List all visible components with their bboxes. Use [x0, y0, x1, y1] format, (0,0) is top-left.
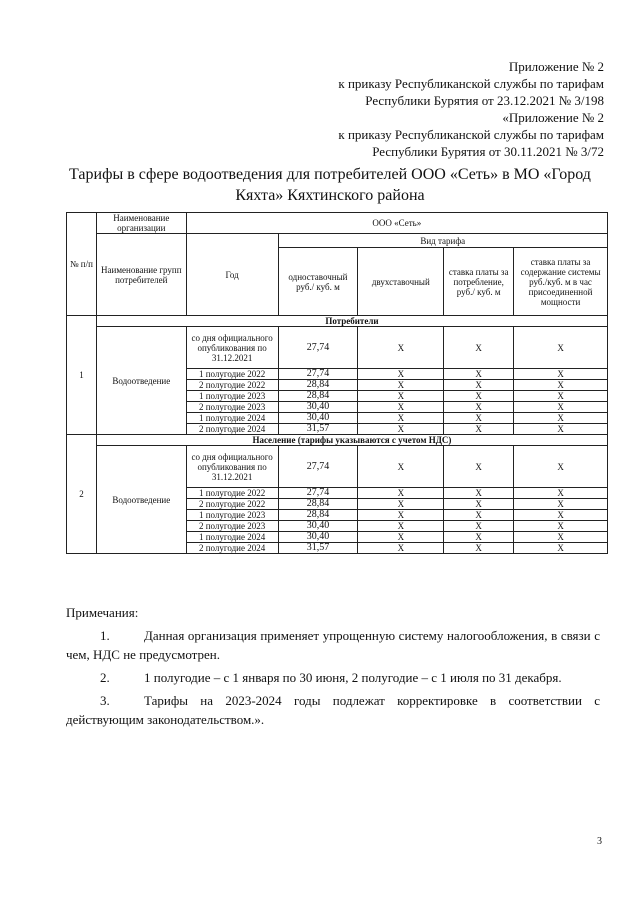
x-cell: Х	[444, 446, 514, 488]
header-org: ООО «Сеть»	[186, 213, 607, 234]
tariff-value: 28,84	[278, 380, 358, 391]
header-org-name: Наименование организации	[96, 213, 186, 234]
x-cell: Х	[514, 446, 608, 488]
tariff-table	[66, 212, 608, 554]
header-line: Республики Бурятия от 30.11.2021 № 3/72	[372, 144, 604, 159]
note-item	[66, 691, 600, 729]
period-cell: 1 полугодие 2023	[186, 391, 278, 402]
x-cell: Х	[514, 543, 608, 554]
tariff-value: 28,84	[278, 499, 358, 510]
note-number: 2.	[100, 670, 110, 685]
section-title: Население (тарифы указываются с учетом НДС)	[96, 435, 607, 446]
notes-heading: Примечания:	[66, 605, 139, 620]
tariff-value: 28,84	[278, 391, 358, 402]
header-num: № п/п	[67, 213, 97, 316]
header-group: Наименование групп потребителей	[96, 234, 186, 316]
x-cell: Х	[358, 402, 444, 413]
x-cell: Х	[358, 446, 444, 488]
x-cell: Х	[358, 499, 444, 510]
document-title: Тарифы в сфере водоотведения для потребителей ООО «Сеть» в МО «Город Кяхта» Кяхтинского района	[69, 166, 591, 204]
header-line: Республики Бурятия от 23.12.2021 № 3/198	[365, 93, 604, 108]
x-cell: Х	[444, 327, 514, 369]
header-block	[338, 58, 604, 160]
section-title: Потребители	[96, 316, 607, 327]
period-cell: со дня официального опубликования по 31.12.2021	[186, 327, 278, 369]
tariff-value: 30,40	[278, 521, 358, 532]
consumer-group: Водоотведение	[96, 327, 186, 435]
header-line: Приложение № 2	[508, 59, 604, 74]
x-cell: Х	[514, 402, 608, 413]
x-cell: Х	[358, 369, 444, 380]
note-item	[66, 626, 600, 664]
notes-block	[66, 603, 600, 733]
x-cell: Х	[444, 543, 514, 554]
period-cell: 2 полугодие 2022	[186, 499, 278, 510]
x-cell: Х	[444, 521, 514, 532]
x-cell: Х	[514, 499, 608, 510]
header-line: к приказу Республиканской службы по тарифам	[338, 127, 604, 142]
x-cell: Х	[358, 521, 444, 532]
tariff-value: 30,40	[278, 532, 358, 543]
x-cell: Х	[444, 488, 514, 499]
tariff-value: 27,74	[278, 446, 358, 488]
period-cell: 1 полугодие 2024	[186, 532, 278, 543]
tariff-value: 31,57	[278, 543, 358, 554]
x-cell: Х	[444, 380, 514, 391]
x-cell: Х	[444, 391, 514, 402]
tariff-value: 27,74	[278, 327, 358, 369]
x-cell: Х	[444, 369, 514, 380]
x-cell: Х	[358, 543, 444, 554]
period-cell: 1 полугодие 2022	[186, 488, 278, 499]
x-cell: Х	[358, 327, 444, 369]
tariff-value: 31,57	[278, 424, 358, 435]
header-year: Год	[186, 234, 278, 316]
period-cell: 2 полугодие 2024	[186, 543, 278, 554]
x-cell: Х	[514, 532, 608, 543]
x-cell: Х	[358, 413, 444, 424]
table-row	[67, 327, 608, 369]
x-cell: Х	[514, 380, 608, 391]
x-cell: Х	[358, 391, 444, 402]
period-cell: 1 полугодие 2022	[186, 369, 278, 380]
period-cell: 1 полугодие 2023	[186, 510, 278, 521]
x-cell: Х	[514, 369, 608, 380]
x-cell: Х	[444, 402, 514, 413]
x-cell: Х	[514, 327, 608, 369]
note-text: Тарифы на 2023-2024 годы подлежат корректировке в соответствии с действующим законодательством.».	[66, 693, 600, 727]
x-cell: Х	[514, 424, 608, 435]
x-cell: Х	[444, 499, 514, 510]
x-cell: Х	[514, 510, 608, 521]
x-cell: Х	[444, 510, 514, 521]
tariff-value: 27,74	[278, 488, 358, 499]
note-number: 3.	[100, 693, 110, 708]
header-single-rate: одноставочный руб./ куб. м	[278, 248, 358, 316]
consumer-group: Водоотведение	[96, 446, 186, 554]
tariff-value: 27,74	[278, 369, 358, 380]
header-consumption-rate: ставка платы за потребление, руб./ куб. м	[444, 248, 514, 316]
tariff-value: 30,40	[278, 413, 358, 424]
x-cell: Х	[444, 413, 514, 424]
period-cell: 2 полугодие 2023	[186, 521, 278, 532]
x-cell: Х	[444, 424, 514, 435]
x-cell: Х	[514, 521, 608, 532]
note-number: 1.	[100, 628, 110, 643]
header-maintenance-rate: ставка платы за содержание системы руб./куб. м в час присоединенной мощности	[514, 248, 608, 316]
page-number: 3	[597, 836, 602, 847]
x-cell: Х	[514, 391, 608, 402]
x-cell: Х	[358, 532, 444, 543]
x-cell: Х	[358, 380, 444, 391]
row-num: 2	[67, 435, 97, 554]
x-cell: Х	[358, 488, 444, 499]
tariff-value: 28,84	[278, 510, 358, 521]
period-cell: со дня официального опубликования по 31.12.2021	[186, 446, 278, 488]
header-tariff-type: Вид тарифа	[278, 234, 608, 248]
x-cell: Х	[514, 413, 608, 424]
header-double-rate: двухставочный	[358, 248, 444, 316]
x-cell: Х	[514, 488, 608, 499]
x-cell: Х	[358, 424, 444, 435]
table-row	[67, 446, 608, 488]
period-cell: 2 полугодие 2022	[186, 380, 278, 391]
period-cell: 2 полугодие 2023	[186, 402, 278, 413]
note-item	[66, 668, 600, 687]
row-num: 1	[67, 316, 97, 435]
x-cell: Х	[358, 510, 444, 521]
period-cell: 1 полугодие 2024	[186, 413, 278, 424]
tariff-value: 30,40	[278, 402, 358, 413]
header-line: «Приложение № 2	[502, 110, 604, 125]
period-cell: 2 полугодие 2024	[186, 424, 278, 435]
x-cell: Х	[444, 532, 514, 543]
header-line: к приказу Республиканской службы по тарифам	[338, 76, 604, 91]
note-text: Данная организация применяет упрощенную систему налогообложения, в связи с чем, НДС не предусмотрен.	[66, 628, 600, 662]
note-text: 1 полугодие – с 1 января по 30 июня, 2 полугодие – с 1 июля по 31 декабря.	[144, 670, 562, 685]
